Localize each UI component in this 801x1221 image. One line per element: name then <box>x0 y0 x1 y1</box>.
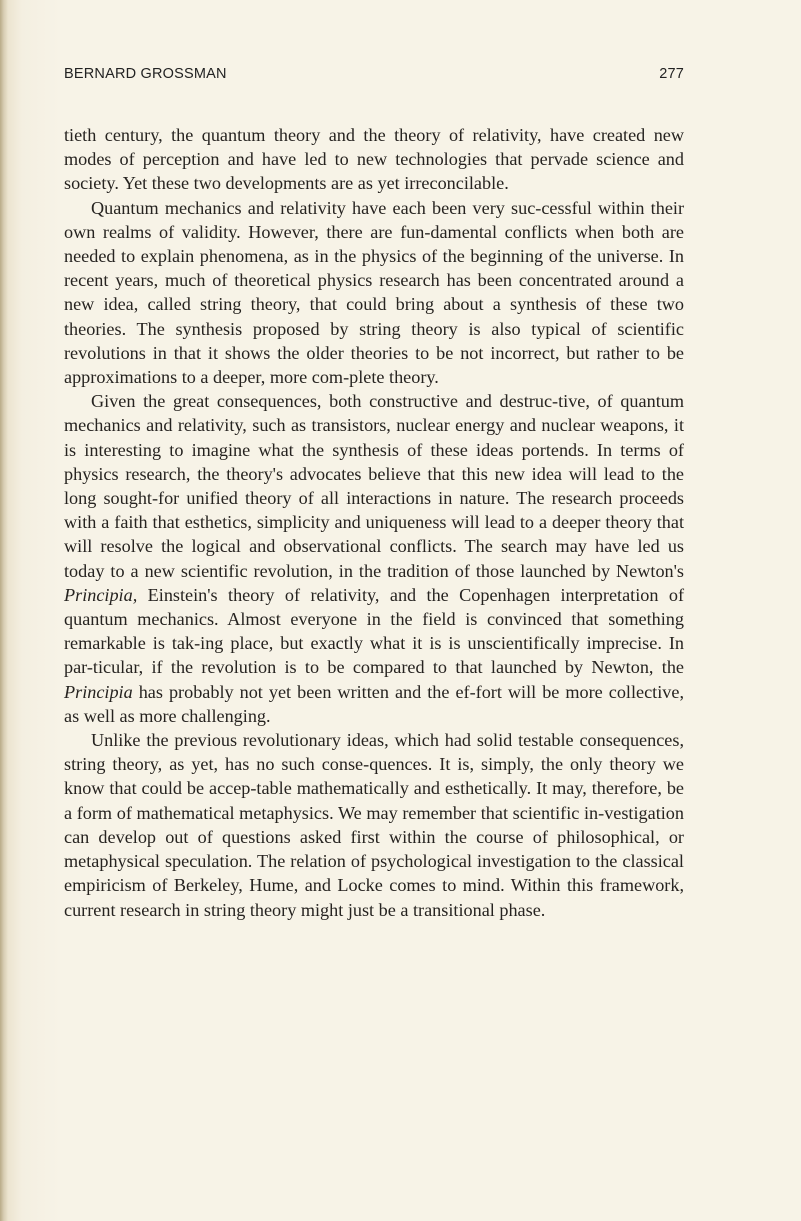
running-head-author: BERNARD GROSSMAN <box>64 66 227 82</box>
running-head <box>64 66 684 86</box>
paragraph-3-text-c: has probably not yet been written and the ef-fort will be more collective, as well as more challenging. <box>64 681 684 726</box>
page-number: 277 <box>659 66 684 82</box>
paragraph-2: Quantum mechanics and relativity have each been very suc-cessful within their own realms of validity. However, there are fun-damental conflicts when both are needed to explain phenomena, as in the physics of the beginning of the universe. In recent years, much of theoretical physics research has been concentrated around a new idea, called string theory, that could bring about a synthesis of these two theories. The synthesis proposed by string theory is also typical of scientific revolutions in that it shows the older theories to be not incorrect, but rather to be approximations to a deeper, more com-plete theory. <box>64 197 684 388</box>
paragraph-4: Unlike the previous revolutionary ideas, which had solid testable consequences, string theory, as yet, has no such conse-quences. It is, simply, the only theory we know that could be accep-table mathematically and esthetically. It may, therefore, be a form of mathematical metaphysics. We may remember that scientific in-vestigation can develop out of questions asked first within the course of philosophical, or metaphysical speculation. The relation of psychological investigation to the classical empiricism of Berkeley, Hume, and Locke comes to mind. Within this framework, current research in string theory might just be a transitional phase. <box>64 730 684 920</box>
principia-title: Principia, <box>64 584 138 605</box>
paragraph-3-text-a: Given the great consequences, both constructive and destruc-tive, of quantum mechanics and relativity, such as transistors, nuclear energy and nuclear weapons, it is interesting to imagine what the synthesis of these ideas portends. In terms of physics research, the theory's advocates believe that this new idea will lead to the long sought-for unified theory of all interactions in nature. The research proceeds with a faith that esthetics, simplicity and uniqueness will lead to a deeper theory that will resolve the logical and observational conflicts. The search may have led us today to a new scientific revolution, in the tradition of those launched by Newton's <box>64 391 684 581</box>
binding-edge <box>0 0 8 1221</box>
principia-title-2: Principia <box>64 681 133 702</box>
paragraph-1: tieth century, the quantum theory and the theory of relativity, have created new modes of perception and have led to new technologies that pervade science and society. Yet these two developments are as yet irreconcilable. <box>64 125 684 194</box>
paragraph-3-text-b: Einstein's theory of relativity, and the Copenhagen interpretation of quantum mechanics. Almost everyone in the field is convinced that something remarkable is tak-ing place, but exactly what it is is unscientifically imprecise. In par-ticular, if the revolution is to be compared to that launched by Newton, the <box>64 584 684 678</box>
body-text <box>64 123 684 922</box>
paragraph-3 <box>64 389 684 728</box>
